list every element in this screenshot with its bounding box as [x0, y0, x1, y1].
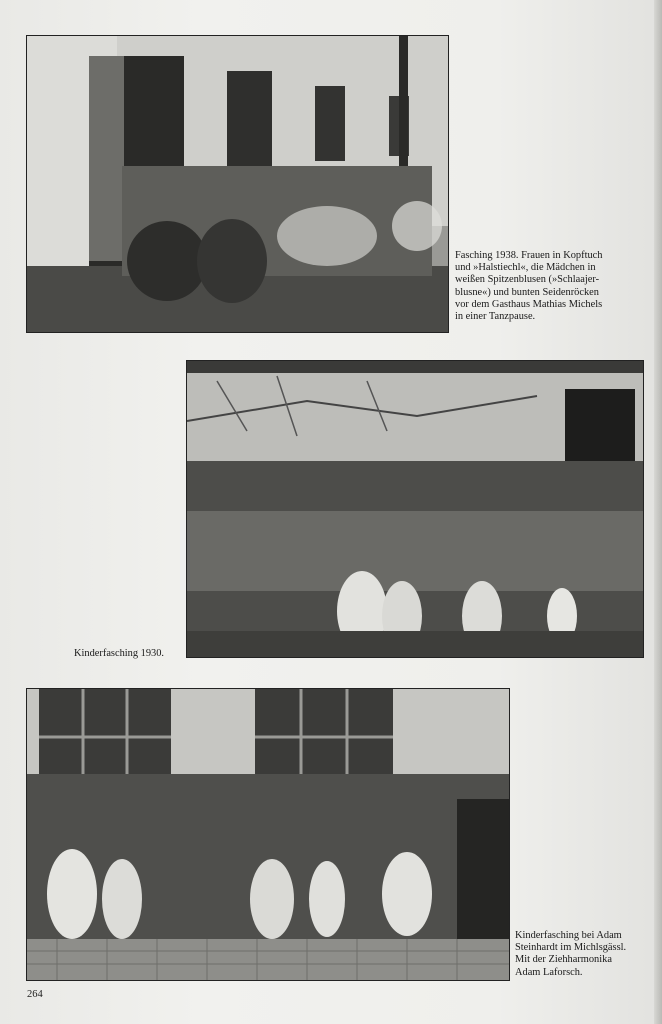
caption-line: vor dem Gasthaus Mathias Michels [455, 298, 603, 310]
caption-line: weißen Spitzenblusen (»Schlaajer- [455, 274, 600, 286]
photo-kinderfasching-steinhardt [27, 689, 509, 980]
caption-line: Kinderfasching bei Adam [515, 930, 622, 941]
caption-line: blusne«) und bunten Seidenröcken [455, 286, 599, 298]
caption-line: Fasching 1938. Frauen in Kopftuch [455, 250, 603, 261]
caption-line: Kinderfasching 1930. [74, 648, 165, 659]
caption-line: und »Halstiechl«, die Mädchen in [455, 262, 596, 274]
caption-line: Steinhardt im Michlsgässl. [515, 942, 627, 954]
page-edge [654, 0, 662, 1024]
photo-kinderfasching-1930 [187, 361, 643, 657]
caption-kinderfasching-steinhardt [515, 930, 626, 979]
caption-kinderfasching-1930 [74, 648, 164, 660]
caption-line: Mit der Ziehharmonika [515, 954, 612, 966]
caption-line: in einer Tanzpause. [455, 311, 536, 323]
caption-fasching-1938 [455, 250, 602, 323]
caption-line: Adam Laforsch. [515, 966, 583, 978]
photo-fasching-1938 [27, 36, 448, 332]
page-number: 264 [27, 989, 43, 1000]
